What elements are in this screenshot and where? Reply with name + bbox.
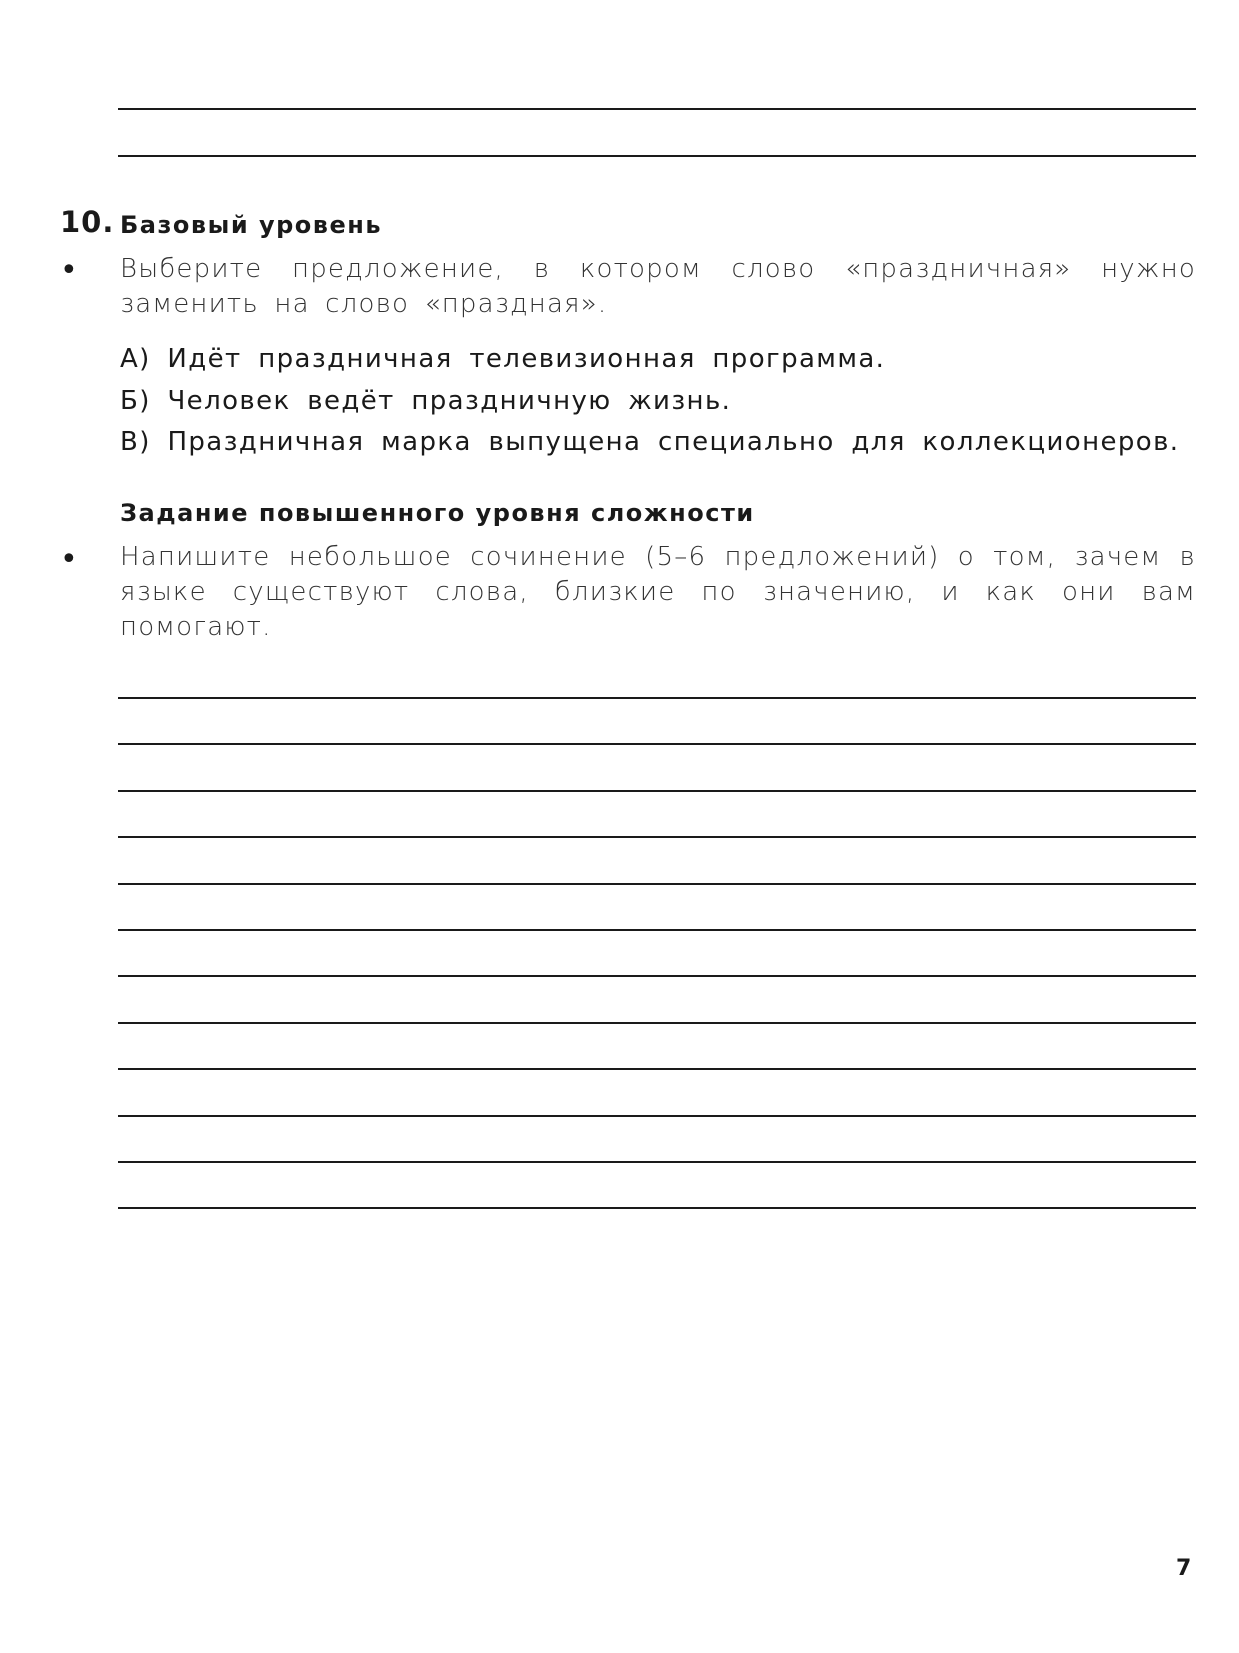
task-number: 10. xyxy=(60,205,115,239)
advanced-instruction: Напишите небольшое сочинение (5–6 предложений) о том, зачем в языке существуют слова, близкие по значению, и как они вам помогают. xyxy=(120,542,1196,642)
answer-line xyxy=(118,108,1196,110)
writing-line xyxy=(118,929,1196,931)
writing-line xyxy=(118,697,1196,699)
writing-line xyxy=(118,743,1196,745)
writing-line xyxy=(118,790,1196,792)
bullet-icon: • xyxy=(60,542,78,577)
option-c: В) Праздничная марка выпущена специально для коллекционеров. xyxy=(120,427,1180,457)
writing-line xyxy=(118,883,1196,885)
advanced-heading: Задание повышенного уровня сложности xyxy=(120,499,755,527)
writing-line xyxy=(118,1161,1196,1163)
answer-line xyxy=(118,155,1196,157)
writing-line xyxy=(118,836,1196,838)
bullet-icon: • xyxy=(60,253,78,288)
writing-line xyxy=(118,1022,1196,1024)
writing-line xyxy=(118,1115,1196,1117)
task-level-heading: Базовый уровень xyxy=(120,211,383,239)
writing-line xyxy=(118,1207,1196,1209)
task-instruction: Выберите предложение, в котором слово «праздничная» нужно заменить на слово «праздная». xyxy=(120,254,1196,319)
option-b: Б) Человек ведёт праздничную жизнь. xyxy=(120,386,732,416)
writing-line xyxy=(118,975,1196,977)
writing-line xyxy=(118,1068,1196,1070)
page-number: 7 xyxy=(1176,1556,1192,1581)
option-a: А) Идёт праздничная телевизионная программа. xyxy=(120,344,886,374)
